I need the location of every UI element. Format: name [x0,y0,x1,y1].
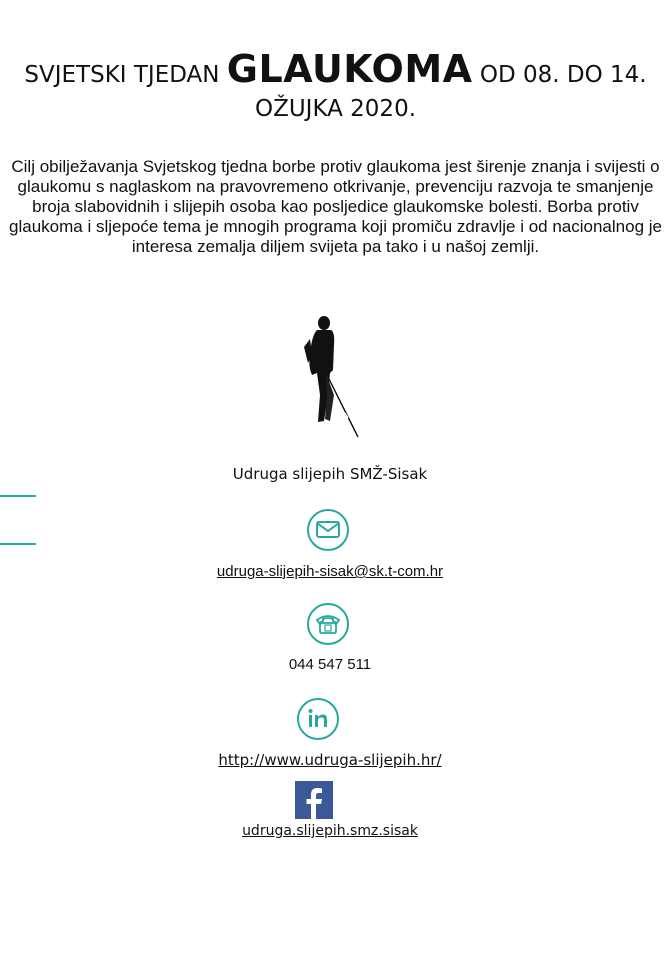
organization-name: Udruga slijepih SMŽ-Sisak [232,465,428,483]
linkedin-icon [296,697,340,741]
title-line-1 [0,47,671,92]
facebook-link[interactable]: udruga.slijepih.smz.sisak [242,823,418,839]
email-link[interactable]: udruga-slijepih-sisak@sk.t-com.hr [216,563,444,580]
facebook-icon [295,781,333,819]
title-part-2: OD 08. DO 14. [479,62,647,88]
phone-number: 044 547 511 [288,656,372,673]
decorative-line [0,543,36,545]
page-title [0,47,671,126]
website-link[interactable]: http://www.udruga-slijepih.hr/ [218,751,442,769]
title-part-1: SVJETSKI TJEDAN [24,62,220,88]
envelope-icon [306,508,350,552]
intro-paragraph: Cilj obilježavanja Svjetskog tjedna borbe protiv glaukoma jest širenje znanja i svijesti o glaukomu s naglaskom na pravovremeno otkrivanje, prevenciju razvoja te smanjenje broja slabovidnih i slijepih osoba kao posljedice glaukomske bolesti. Borba protiv glaukoma i sljepoće tema je mnogih programa koji promiču zdravlje i od nacionalnog je interesa zemalja diljem svijeta pa tako i u našoj zemlji. [9,157,662,256]
decorative-line [0,495,36,497]
blind-person-silhouette-icon [290,315,370,440]
telephone-icon [306,602,350,646]
title-highlight: GLAUKOMA [226,47,473,91]
title-line-2: OŽUJKA 2020. [254,96,417,122]
